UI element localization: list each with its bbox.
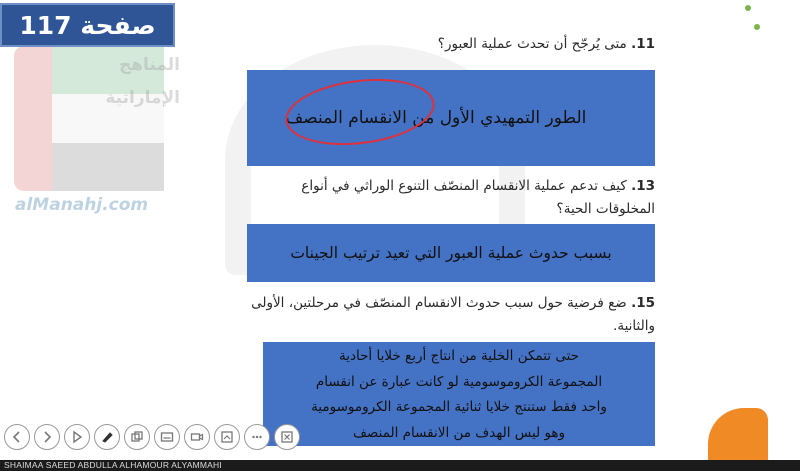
watermark-text: الإماراتية (105, 88, 180, 108)
page-number-badge: صفحة 117 (0, 3, 175, 47)
camera-icon[interactable] (184, 424, 210, 450)
question-13 (250, 175, 655, 221)
close-icon[interactable] (274, 424, 300, 450)
question-number: 15. (631, 295, 655, 311)
answer-text: الطور التمهيدي الأول من الانقسام المنصف (285, 108, 587, 128)
answer-box-15 (263, 342, 655, 446)
answer-text: بسبب حدوث عملية العبور التي تعيد ترتيب الجينات (290, 244, 612, 262)
pen-icon[interactable] (94, 424, 120, 450)
decoration-dot (745, 5, 751, 11)
question-text: كيف تدعم عملية الانقسام المنصّف التنوع الوراثي في أنواع المخلوقات الحية؟ (301, 178, 655, 217)
answer-line: المجموعة الكروموسومية لو كانت عبارة عن انقسام (315, 373, 603, 390)
player-toolbar (4, 424, 300, 450)
participant-name: SHAIMAA SAEED ABDULLA ALHAMOUR ALYAMMAHI (4, 460, 222, 470)
more-icon[interactable] (244, 424, 270, 450)
question-text: متى يُرجّح أن تحدث عملية العبور؟ (437, 36, 627, 52)
decoration-dot (754, 24, 760, 30)
answer-line: وهو ليس الهدف من الانقسام المنصف (352, 424, 566, 441)
question-15 (250, 292, 655, 338)
answer-box-11 (247, 70, 655, 166)
question-11 (340, 33, 655, 56)
answer-line: حتى تتمكن الخلية من انتاج أربع خلايا أحادية (338, 348, 580, 364)
question-text: ضع فرضية حول سبب حدوث الانقسام المنصّف في مرحلتين، الأولى والثانية. (251, 295, 655, 334)
screen-icon[interactable] (214, 424, 240, 450)
watermark-site: alManahj.com (15, 195, 149, 215)
answer-line: واحد فقط ستنتج خلايا ثنائية المجموعة الكروموسومية (311, 399, 607, 415)
next-icon[interactable] (34, 424, 60, 450)
question-number: 13. (631, 178, 655, 194)
slide-margin (760, 0, 800, 460)
decoration-leaf-icon (708, 408, 768, 460)
play-icon[interactable] (64, 424, 90, 450)
watermark-text: المناهج (119, 55, 180, 75)
question-number: 11. (631, 36, 655, 52)
answer-box-13 (247, 224, 655, 282)
prev-icon[interactable] (4, 424, 30, 450)
name-bar (0, 460, 800, 471)
subtitles-icon[interactable] (154, 424, 180, 450)
gallery-icon[interactable] (124, 424, 150, 450)
